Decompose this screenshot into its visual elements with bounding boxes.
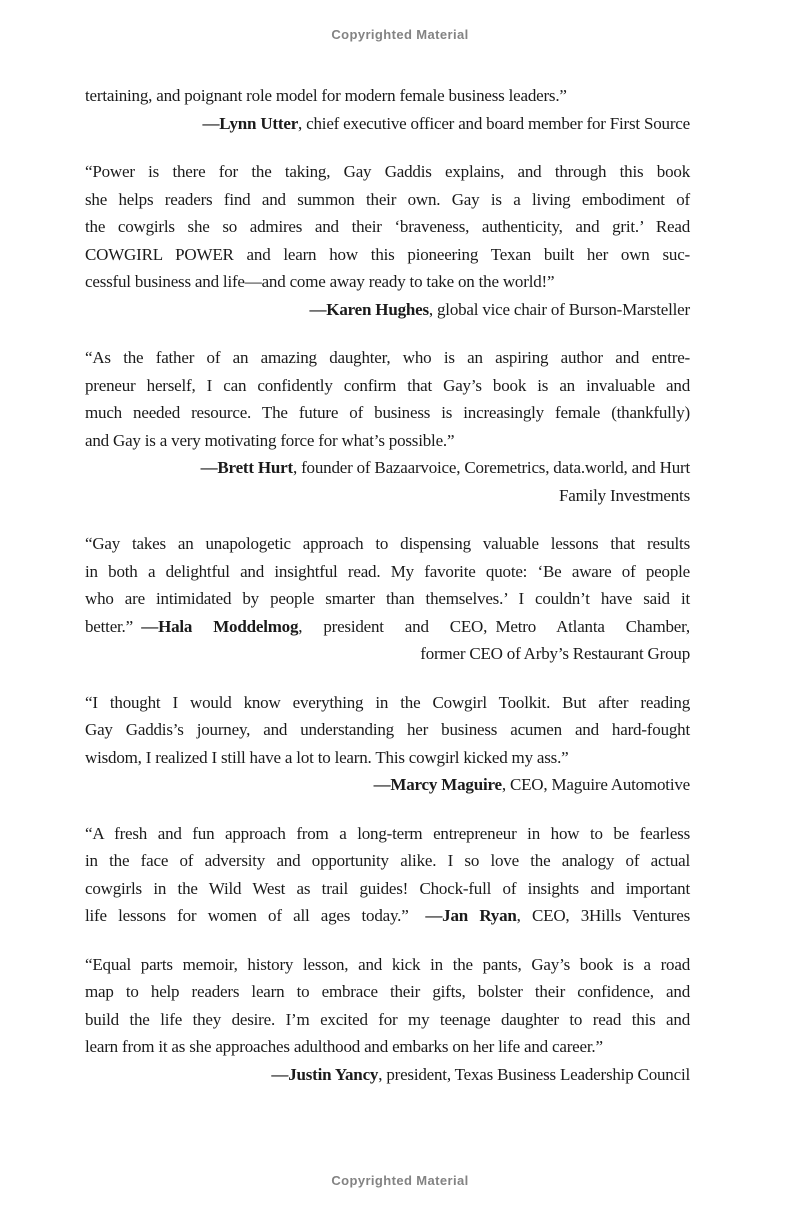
text-segment: “I thought I would know everything in the Cowgirl Toolkit. But after reading — [85, 692, 690, 712]
text-line — [85, 82, 690, 110]
text-segment: “A fresh and fun approach from a long-term entrepreneur in how to be fearless — [85, 823, 690, 843]
blurb-hala-moddelmog — [85, 530, 690, 668]
blurb-marcy-maguire — [85, 689, 690, 799]
text-line — [85, 1033, 690, 1061]
text-line — [85, 268, 690, 296]
text-segment: , global vice chair of Burson-Marsteller — [428, 299, 690, 319]
text-line — [85, 427, 690, 455]
text-segment: “As the father of an amazing daughter, who is an aspiring author and entre- — [85, 348, 690, 367]
text-segment: the cowgirls she so admires and their ‘braveness, authenticity, and grit.’ Read — [85, 217, 690, 236]
text-line — [85, 372, 690, 400]
blurb-jan-ryan — [85, 820, 690, 930]
text-segment: Gay Gaddis’s journey, and understanding her business acumen and hard-fought — [85, 720, 690, 739]
text-line — [85, 613, 690, 641]
text-segment: cessful business and life—and come away ready to take on the world!” — [85, 272, 555, 291]
copyright-footer: Copyrighted Material — [331, 1173, 469, 1188]
text-line — [85, 530, 690, 558]
text-line — [85, 399, 690, 427]
endorser-name: —Justin Yancy — [271, 1064, 379, 1084]
text-segment: , president, Texas Business Leadership Council — [378, 1064, 690, 1084]
text-line — [85, 186, 690, 214]
text-segment: “Gay takes an unapologetic approach to dispensing valuable lessons that results — [85, 534, 690, 553]
text-segment: better.” — [85, 616, 142, 636]
text-line — [85, 640, 690, 668]
text-line — [85, 978, 690, 1006]
text-segment: build the life they desire. I’m excited for my teenage daughter to read this and — [85, 1009, 690, 1029]
text-line — [85, 585, 690, 613]
text-line — [85, 847, 690, 875]
text-segment: in the face of adversity and opportunity alike. I so love the analogy of actual — [85, 851, 690, 870]
endorser-name: —Lynn Utter — [202, 113, 299, 133]
text-segment: life lessons for women of all ages today.” — [85, 906, 426, 925]
text-segment: much needed resource. The future of business is increasingly female (thankfully) — [85, 403, 690, 422]
endorser-name: —Jan Ryan — [425, 906, 517, 925]
text-segment: preneur herself, I can confidently confirm that Gay’s book is an invaluable and — [85, 375, 690, 395]
text-segment: cowgirls in the Wild West as trail guides! Chock-full of insights and important — [85, 878, 690, 898]
text-segment: who are intimidated by people smarter than themselves.’ I couldn’t have said it — [85, 589, 690, 608]
text-segment: , CEO, 3Hills Ventures — [516, 906, 690, 925]
text-line — [85, 158, 690, 186]
text-line — [85, 1006, 690, 1034]
text-line — [85, 558, 690, 586]
text-line — [85, 344, 690, 372]
text-segment: COWGIRL POWER and learn how this pioneering Texan built her own suc- — [85, 244, 690, 264]
text-segment: she helps readers find and summon their own. Gay is a living embodiment of — [85, 189, 690, 209]
text-segment: , founder of Bazaarvoice, Coremetrics, data.world, and Hurt — [293, 458, 690, 477]
text-segment: , president and CEO, Metro Atlanta Chamber, — [298, 616, 690, 636]
text-line — [85, 241, 690, 269]
text-line — [85, 213, 690, 241]
text-segment: , chief executive officer and board member for First Source — [298, 113, 690, 133]
text-segment: “Power is there for the taking, Gay Gaddis explains, and through this book — [85, 162, 690, 181]
blurb-justin-yancy — [85, 951, 690, 1089]
text-line — [85, 744, 690, 772]
text-line — [85, 771, 690, 799]
text-segment: , CEO, Maguire Automotive — [501, 775, 690, 794]
text-line — [85, 875, 690, 903]
text-line — [85, 716, 690, 744]
text-segment: and Gay is a very motivating force for what’s possible.” — [85, 430, 455, 450]
text-line — [85, 820, 690, 848]
text-line — [85, 689, 690, 717]
endorser-name: —Hala Moddelmog — [141, 616, 299, 636]
text-segment: tertaining, and poignant role model for modern female business leaders.” — [85, 86, 567, 105]
text-line — [85, 296, 690, 324]
text-segment: “Equal parts memoir, history lesson, and kick in the pants, Gay’s book is a road — [85, 954, 690, 974]
text-line — [85, 902, 690, 930]
blurb-karen-hughes — [85, 158, 690, 323]
endorsements-text-block — [85, 82, 690, 1088]
blurb-lynn-utter-continuation — [85, 82, 690, 137]
text-segment: learn from it as she approaches adulthood and embarks on her life and career.” — [85, 1037, 603, 1056]
text-segment: former CEO of Arby’s Restaurant Group — [420, 644, 690, 663]
text-line — [85, 110, 690, 138]
endorser-name: —Karen Hughes — [309, 299, 429, 319]
text-segment: map to help readers learn to embrace their gifts, bolster their confidence, and — [85, 982, 690, 1001]
text-segment: in both a delightful and insightful read. My favorite quote: ‘Be aware of people — [85, 561, 690, 581]
text-segment: wisdom, I realized I still have a lot to learn. This cowgirl kicked my ass.” — [85, 747, 569, 767]
text-line — [85, 1061, 690, 1089]
text-segment: Family Investments — [559, 485, 690, 505]
endorser-name: —Marcy Maguire — [373, 775, 502, 794]
text-line — [85, 951, 690, 979]
endorser-name: —Brett Hurt — [200, 458, 293, 477]
copyright-header: Copyrighted Material — [331, 27, 469, 42]
blurb-brett-hurt — [85, 344, 690, 509]
text-line — [85, 482, 690, 510]
text-line — [85, 454, 690, 482]
